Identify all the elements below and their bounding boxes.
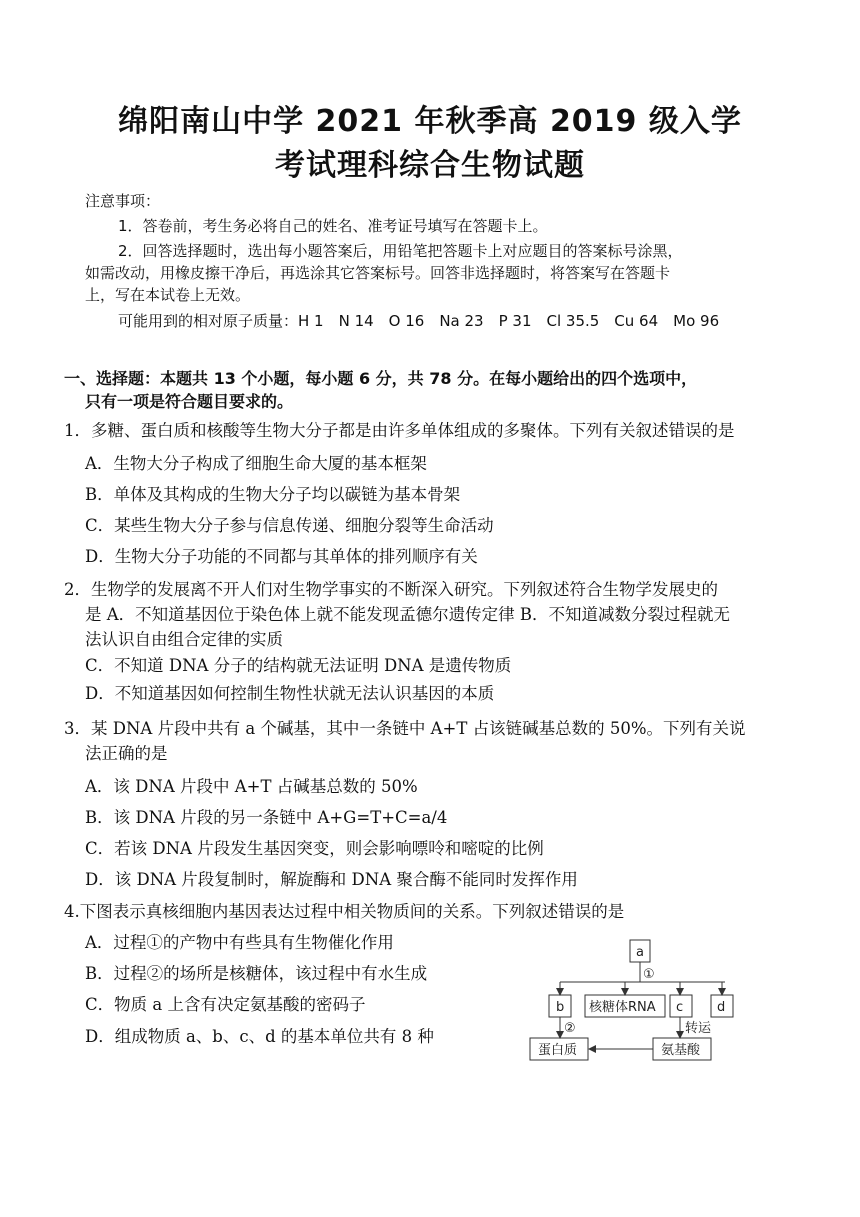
q2-option-c: C．不知道 DNA 分子的结构就无法证明 DNA 是遗传物质 [85,656,512,675]
q1-stem: 1．多糖、蛋白质和核酸等生物大分子都是由许多单体组成的多聚体。下列有关叙述错误的是 [64,421,735,440]
q2-option-d: D．不知道基因如何控制生物性状就无法认识基因的本质 [85,684,495,703]
q3-stem-line-2: 法正确的是 [85,744,168,763]
gene-expression-diagram [525,935,755,1069]
label-rrna: 核糖体RNA [589,1000,656,1015]
q4-option-d: D．组成物质 a、b、c、d 的基本单位共有 8 种 [85,1027,434,1046]
q2-stem-line-3: 法认识自由组合定律的实质 [85,630,283,649]
q3-option-d: D．该 DNA 片段复制时，解旋酶和 DNA 聚合酶不能同时发挥作用 [85,870,578,889]
q4-stem: 4.下图表示真核细胞内基因表达过程中相关物质间的关系。下列叙述错误的是 [64,902,625,921]
q4-option-a: A．过程①的产物中有些具有生物催化作用 [85,933,394,952]
notes-item-2-line-1: 2．回答选择题时，选出每小题答案后，用铅笔把答题卡上对应题目的答案标号涂黑， [118,242,683,260]
label-d: d [717,1000,726,1015]
label-transport: 转运 [685,1021,712,1036]
label-amino-acid: 氨基酸 [661,1043,701,1058]
diagram-svg [525,935,755,1065]
section-heading-line-2: 只有一项是符合题目要求的。 [85,392,294,411]
notes-item-1: 1．答卷前，考生务必将自己的姓名、准考证号填写在答题卡上。 [118,217,548,235]
label-b: b [556,1000,565,1015]
notes-heading: 注意事项： [85,192,161,210]
q3-option-b: B．该 DNA 片段的另一条链中 A+G=T+C=a/4 [85,808,448,827]
q4-option-b: B．过程②的场所是核糖体，该过程中有水生成 [85,964,428,983]
page-title-line2: 考试理科综合生物试题 [275,148,585,183]
q2-stem-line-2: 是 A．不知道基因位于染色体上就不能发现孟德尔遗传定律 B．不知道减数分裂过程就无 [85,605,731,624]
label-protein: 蛋白质 [538,1043,578,1058]
label-step-2: ② [564,1021,576,1036]
q2-stem-line-1: 2．生物学的发展离不开人们对生物学事实的不断深入研究。下列叙述符合生物学发展史的 [64,580,718,599]
label-a: a [636,945,644,960]
q3-stem-line-1: 3．某 DNA 片段中共有 a 个碱基，其中一条链中 A+T 占该链碱基总数的 50%。下列有关说 [64,719,746,738]
q1-option-d: D．生物大分子功能的不同都与其单体的排列顺序有关 [85,547,478,566]
page-title-line1: 绵阳南山中学 2021 年秋季高 2019 级入学 [118,104,742,139]
notes-item-2-line-3: 上，写在本试卷上无效。 [85,286,251,304]
q4-option-c: C．物质 a 上含有决定氨基酸的密码子 [85,995,366,1014]
section-heading-line-1: 一、选择题：本题共 13 个小题，每小题 6 分，共 78 分。在每小题给出的四个选项中， [64,369,698,388]
q1-option-b: B．单体及其构成的生物大分子均以碳链为基本骨架 [85,485,461,504]
q3-option-c: C．若该 DNA 片段发生基因突变，则会影响嘌呤和嘧啶的比例 [85,839,544,858]
q1-option-c: C．某些生物大分子参与信息传递、细胞分裂等生命活动 [85,516,494,535]
atomic-masses: 可能用到的相对原子质量：H 1 N 14 O 16 Na 23 P 31 Cl 35.5 Cu 64 Mo 96 [118,312,720,330]
notes-item-2-line-2: 如需改动，用橡皮擦干净后，再选涂其它答案标号。回答非选择题时，将答案写在答题卡 [85,264,671,282]
label-c: c [676,1000,684,1015]
label-step-1: ① [643,967,655,982]
q3-option-a: A．该 DNA 片段中 A+T 占碱基总数的 50% [85,777,418,796]
q1-option-a: A．生物大分子构成了细胞生命大厦的基本框架 [85,454,427,473]
